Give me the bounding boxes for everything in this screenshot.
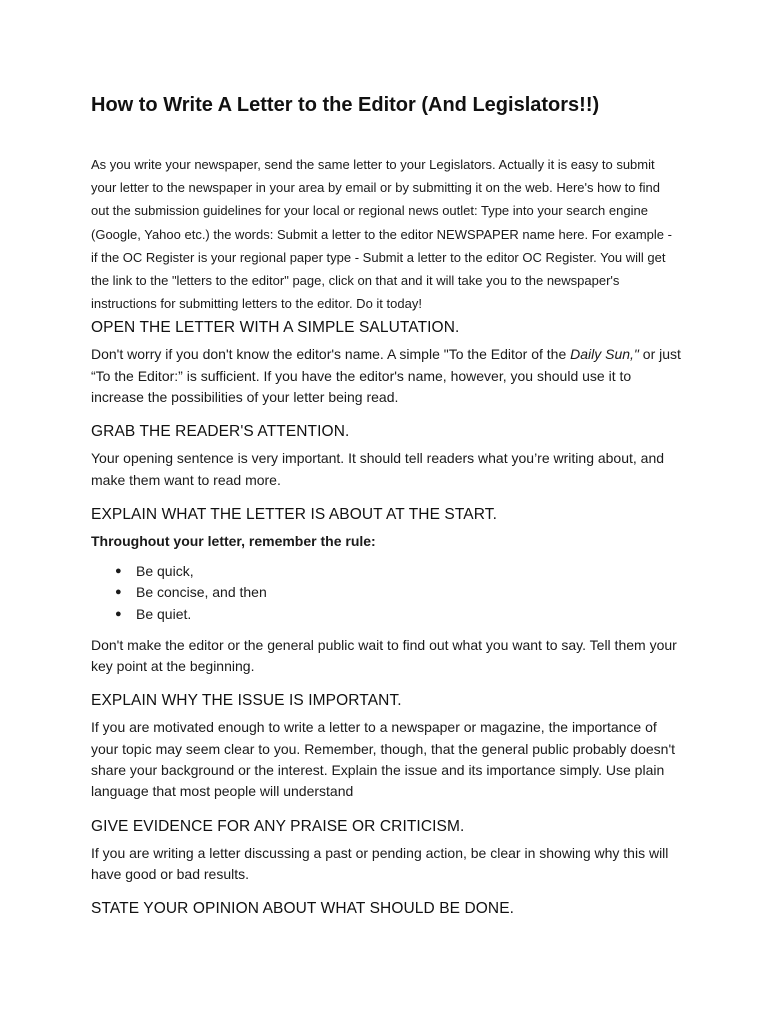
bullet-icon: ●	[115, 564, 122, 577]
heading-evidence: GIVE EVIDENCE FOR ANY PRAISE OR CRITICISM.	[91, 817, 465, 835]
salutation-text-after: or just “To the Editor:” is sufficient. If you have the editor's name, however, you should use it to increase the possibilities of your letter being read.	[91, 346, 681, 406]
explain-what-paragraph: Don't make the editor or the general public wait to find out what you want to say. Tell them your key point at the beginning.	[91, 636, 677, 675]
list-item	[91, 561, 681, 582]
heading-explain-what: EXPLAIN WHAT THE LETTER IS ABOUT AT THE START.	[91, 505, 497, 523]
rule-intro: Throughout your letter, remember the rule:	[91, 532, 376, 549]
evidence-paragraph: If you are writing a letter discussing a past or pending action, be clear in showing why this will have good or bad results.	[91, 844, 669, 882]
explain-why-paragraph: If you are motivated enough to write a letter to a newspaper or magazine, the importance of your topic may seem clear to you. Remember, though, that the general public probably doesn't share your background or the interest. Explain the issue and its importance simply. Use plain language that most people will understand	[91, 719, 676, 800]
list-item-label: Be concise, and then	[136, 584, 267, 601]
heading-opinion: STATE YOUR OPINION ABOUT WHAT SHOULD BE DONE.	[91, 900, 515, 918]
attention-paragraph: Your opening sentence is very important. It should tell readers what you’re writing about, and make them want to read more.	[91, 450, 665, 488]
list-item-label: Be quick,	[136, 562, 194, 579]
salutation-paragraph	[91, 344, 681, 408]
bullet-icon: ●	[115, 607, 122, 620]
document-title: How to Write A Letter to the Editor (And Legislators!!)	[91, 94, 600, 116]
bullet-icon: ●	[115, 586, 122, 599]
rule-list	[91, 561, 681, 625]
document-page	[91, 92, 681, 919]
list-item	[91, 582, 681, 603]
heading-attention: GRAB THE READER'S ATTENTION.	[91, 423, 350, 441]
heading-explain-why: EXPLAIN WHY THE ISSUE IS IMPORTANT.	[91, 692, 402, 710]
list-item	[91, 604, 681, 625]
salutation-text-italic: Daily Sun,"	[570, 346, 639, 363]
heading-salutation: OPEN THE LETTER WITH A SIMPLE SALUTATION.	[91, 319, 460, 337]
list-item-label: Be quiet.	[136, 605, 192, 622]
intro-paragraph: As you write your newspaper, send the same letter to your Legislators. Actually it is easy to submit your letter to the newspaper in your area by email or by submitting it on the web. Here's how to find out the submission guidelines for your local or regional news outlet: Type into your search engine (Google, Yahoo etc.) the words: Submit a letter to the editor NEWSPAPER name here. For example - if the OC Register is your regional paper type - Submit a letter to the editor OC Register. You will get the link to the "letters to the editor" page, click on that and it will take you to the newspaper's instructions for submitting letters to the editor. Do it today!	[91, 157, 672, 312]
salutation-text-before: Don't worry if you don't know the editor's name. A simple "To the Editor of the	[91, 346, 571, 363]
